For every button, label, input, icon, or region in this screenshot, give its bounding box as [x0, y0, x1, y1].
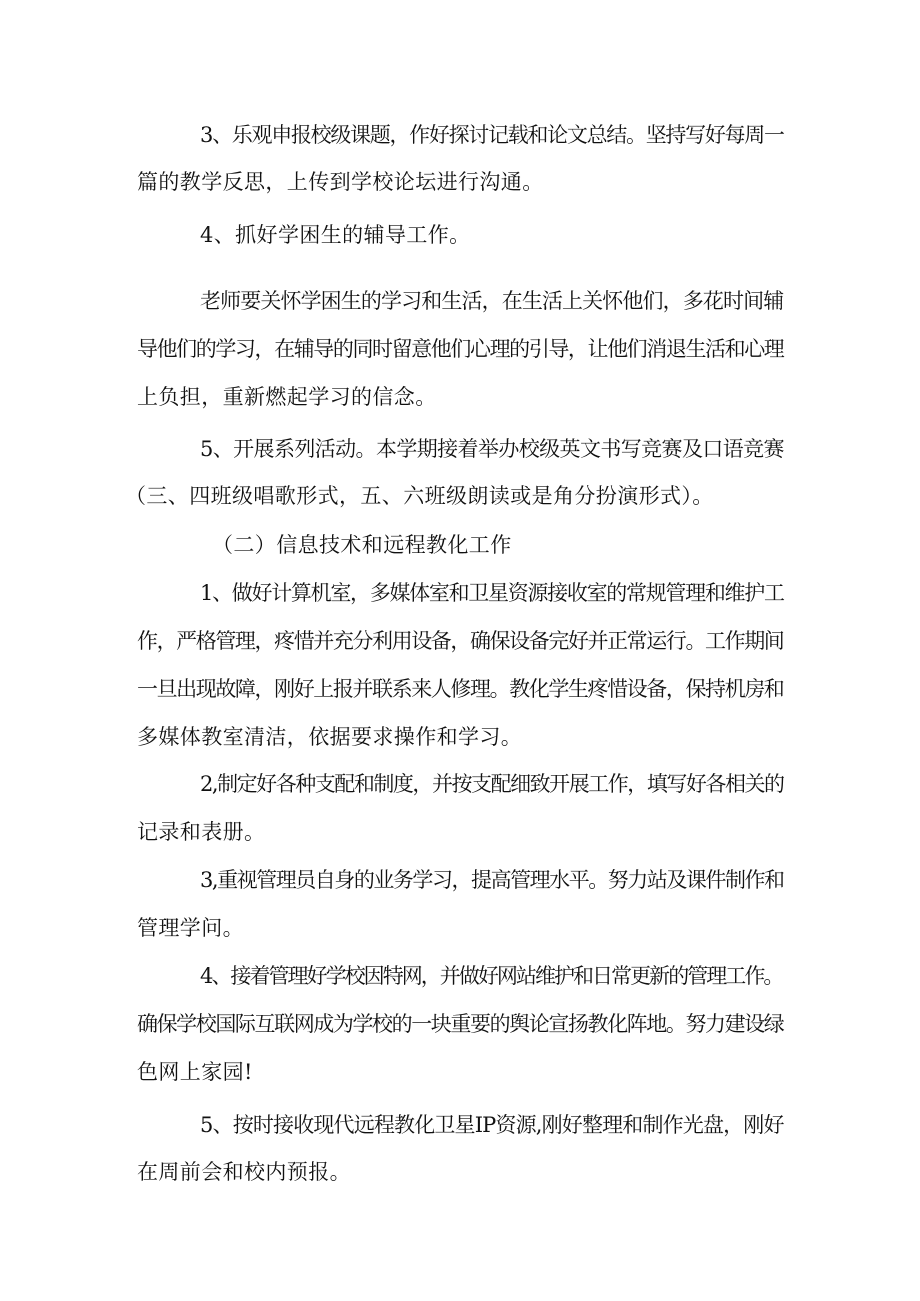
text-line-10: 1、做好计算机室，多媒体室和卫星资源接收室的常规管理和维护工	[200, 581, 784, 605]
text-line-15: 记录和表册。	[137, 820, 266, 844]
text-line-16: 3,重视管理员自身的业务学习，提高管理水平。努力站及课件制作和	[200, 868, 784, 892]
text-line-17: 管理学问。	[137, 916, 244, 940]
text-line-12: 一旦出现故障，刚好上报并联系来人修理。教化学生疼惜设备，保持机房和	[137, 677, 784, 701]
text-line-6: 上负担，重新燃起学习的信念。	[137, 385, 437, 409]
text-line-22: 在周前会和校内预报。	[137, 1160, 351, 1184]
text-line-3: 4、抓好学困生的辅导工作。	[200, 223, 471, 247]
text-line-19: 确保学校国际互联网成为学校的一块重要的舆论宣扬教化阵地。努力建设绿	[137, 1012, 784, 1036]
section-heading: （二）信息技术和远程教化工作	[212, 533, 512, 557]
text-line-2: 篇的教学反思，上传到学校论坛进行沟通。	[137, 170, 544, 194]
text-line-21: 5、按时接收现代远程教化卫星IP资源,刚好整理和制作光盘，刚好	[200, 1113, 784, 1137]
text-line-1: 3、乐观申报校级课题，作好探讨记载和论文总结。坚持写好每周一	[200, 123, 784, 147]
text-line-14: 2,制定好各种支配和制度，并按支配细致开展工作，填写好各相关的	[200, 772, 784, 796]
text-line-7: 5、开展系列活动。本学期接着举办校级英文书写竞赛及口语竞赛	[200, 437, 784, 461]
text-line-5: 导他们的学习，在辅导的同时留意他们心理的引导，让他们消退生活和心理	[137, 337, 784, 361]
text-line-8: （三、四班级唱歌形式，五、六班级朗读或是角分扮演形式）。	[125, 484, 714, 508]
text-line-20: 色网上家园!	[137, 1060, 253, 1084]
text-line-11: 作，严格管理，疼惜并充分利用设备，确保设备完好并正常运行。工作期间	[137, 629, 784, 653]
text-line-13: 多媒体教室清洁，依据要求操作和学习。	[137, 725, 523, 749]
text-line-4: 老师要关怀学困生的学习和生活，在生活上关怀他们，多花时间辅	[200, 289, 784, 313]
text-line-18: 4、接着管理好学校因特网，并做好网站维护和日常更新的管理工作。	[200, 964, 783, 988]
